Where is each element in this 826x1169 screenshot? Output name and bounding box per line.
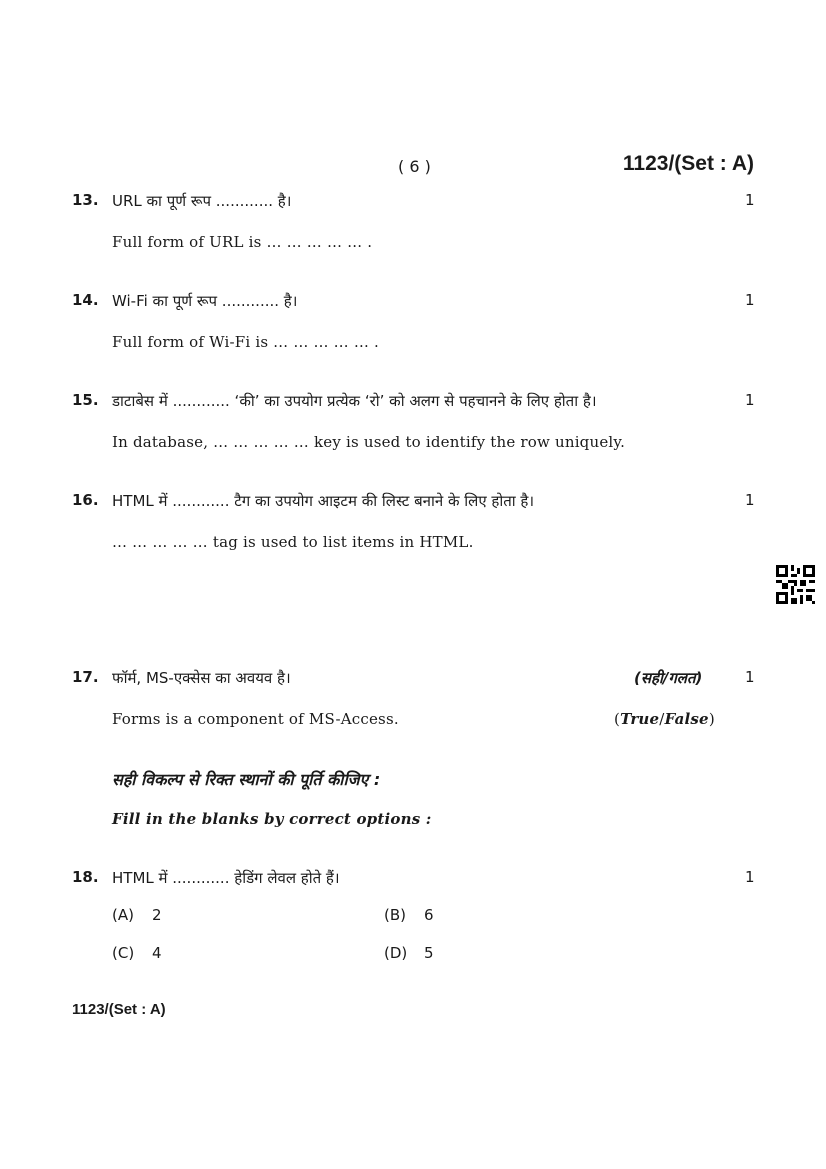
option-c-value: 4 xyxy=(152,944,162,962)
question-16-number: 16. xyxy=(72,491,99,509)
choice-false: False xyxy=(664,710,709,728)
option-c-label: (C) xyxy=(112,944,135,962)
question-14-hindi: Wi-Fi का पूर्ण रूप ............ है। xyxy=(112,292,298,310)
section-heading-english: Fill in the blanks by correct options : xyxy=(112,810,432,828)
page-number: ( 6 ) xyxy=(398,157,431,176)
option-b xyxy=(384,906,434,924)
set-code-footer: 1123/(Set : A) xyxy=(72,1001,166,1018)
question-16-english: … … … … … tag is used to list items in HTML. xyxy=(112,533,474,551)
option-a xyxy=(112,906,162,924)
question-17-number: 17. xyxy=(72,668,99,686)
question-17-english-choice xyxy=(614,710,715,728)
question-17-hindi-choice: (सही/गलत) xyxy=(634,669,703,687)
question-16-marks: 1 xyxy=(745,491,755,509)
qr-code-icon xyxy=(776,565,815,604)
question-17-marks: 1 xyxy=(745,668,755,686)
question-17-hindi: फॉर्म, MS-एक्सेस का अवयव है। xyxy=(112,669,291,687)
option-a-label: (A) xyxy=(112,906,134,924)
question-13-marks: 1 xyxy=(745,191,755,209)
question-18-marks: 1 xyxy=(745,868,755,886)
question-14-english: Full form of Wi-Fi is … … … … … . xyxy=(112,333,379,351)
question-18-number: 18. xyxy=(72,868,99,886)
option-d-label: (D) xyxy=(384,944,408,962)
section-heading-hindi: सही विकल्प से रिक्त स्थानों की पूर्ति कीजिए : xyxy=(112,770,381,789)
question-13-number: 13. xyxy=(72,191,99,209)
question-14-number: 14. xyxy=(72,291,99,309)
option-b-label: (B) xyxy=(384,906,406,924)
choice-open-paren: ( xyxy=(614,710,621,728)
choice-true: True xyxy=(620,710,660,728)
question-17-english: Forms is a component of MS-Access. xyxy=(112,710,399,728)
choice-close-paren: ) xyxy=(708,710,715,728)
question-14-marks: 1 xyxy=(745,291,755,309)
question-15-english: In database, … … … … … key is used to identify the row uniquely. xyxy=(112,433,626,451)
set-code-header: 1123/(Set : A) xyxy=(622,152,754,175)
question-18-hindi: HTML में ............ हेडिंग लेवल होते हैं। xyxy=(112,869,340,887)
question-15-number: 15. xyxy=(72,391,99,409)
option-b-value: 6 xyxy=(424,906,434,924)
option-a-value: 2 xyxy=(152,906,162,924)
question-15-hindi: डाटाबेस में ............ ‘की’ का उपयोग प्रत्येक ‘रो’ को अलग से पहचानने के लिए होता है। xyxy=(112,392,597,410)
option-d xyxy=(384,944,434,962)
choice-slash: / xyxy=(659,710,665,728)
question-15-marks: 1 xyxy=(745,391,755,409)
question-13-hindi: URL का पूर्ण रूप ............ है। xyxy=(112,192,292,210)
question-13-english: Full form of URL is … … … … … . xyxy=(112,233,373,251)
option-c xyxy=(112,944,162,962)
option-d-value: 5 xyxy=(424,944,434,962)
question-16-hindi: HTML में ............ टैग का उपयोग आइटम की लिस्ट बनाने के लिए होता है। xyxy=(112,492,535,510)
